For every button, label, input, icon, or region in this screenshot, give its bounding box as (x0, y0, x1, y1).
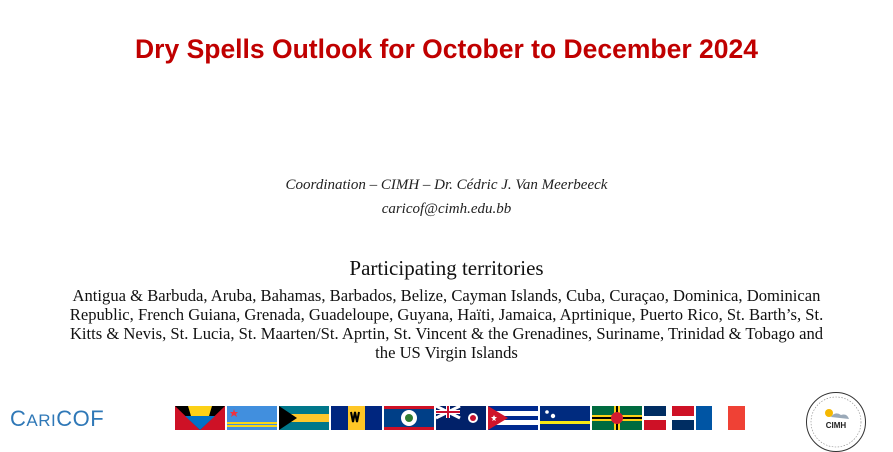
flag-antigua-icon (175, 406, 225, 430)
flag-aruba-icon (227, 406, 277, 430)
caricof-logo-cari: ARI (26, 411, 57, 430)
flag-bahamas-icon (279, 406, 329, 430)
contact-email: caricof@cimh.edu.bb (381, 201, 512, 217)
flag-cuba-icon (488, 406, 538, 430)
flag-dominican-republic-icon (644, 406, 694, 430)
cimh-seal-text: CIMH (825, 421, 847, 430)
cimh-seal-logo (806, 392, 866, 452)
territories-heading: Participating territories (349, 256, 544, 280)
flag-dominica-icon (592, 406, 642, 430)
page-title: Dry Spells Outlook for October to December 2024 (135, 34, 758, 64)
participating-flags-strip (175, 406, 745, 430)
flag-curacao-icon (540, 406, 590, 430)
flag-cayman-icon (436, 406, 486, 430)
flag-france-icon (696, 406, 745, 430)
coordination-credit: Coordination – CIMH – Dr. Cédric J. Van Meerbeeck (285, 177, 608, 193)
caricof-logo: CARICOF (10, 406, 105, 431)
territories-list: Antigua & Barbuda, Aruba, Bahamas, Barbados, Belize, Cayman Islands, Cuba, Curaçao, Dominica, Dominican Republic, French Guiana, Grenada, Guadeloupe, Guyana, Haïti, Jamaica, Aprtinique, Puerto Rico, St. Barth’s, St. Kitts & Nevis, St. Lucia, St. Maarten/St. Aprtin, St. Vincent & the Grenadines, Suriname, Trinidad & Tobago and the US Virgin Islands (69, 286, 824, 362)
caricof-logo-cof: COF (56, 406, 105, 431)
flag-belize-icon (384, 406, 434, 430)
flag-barbados-icon (331, 406, 382, 430)
